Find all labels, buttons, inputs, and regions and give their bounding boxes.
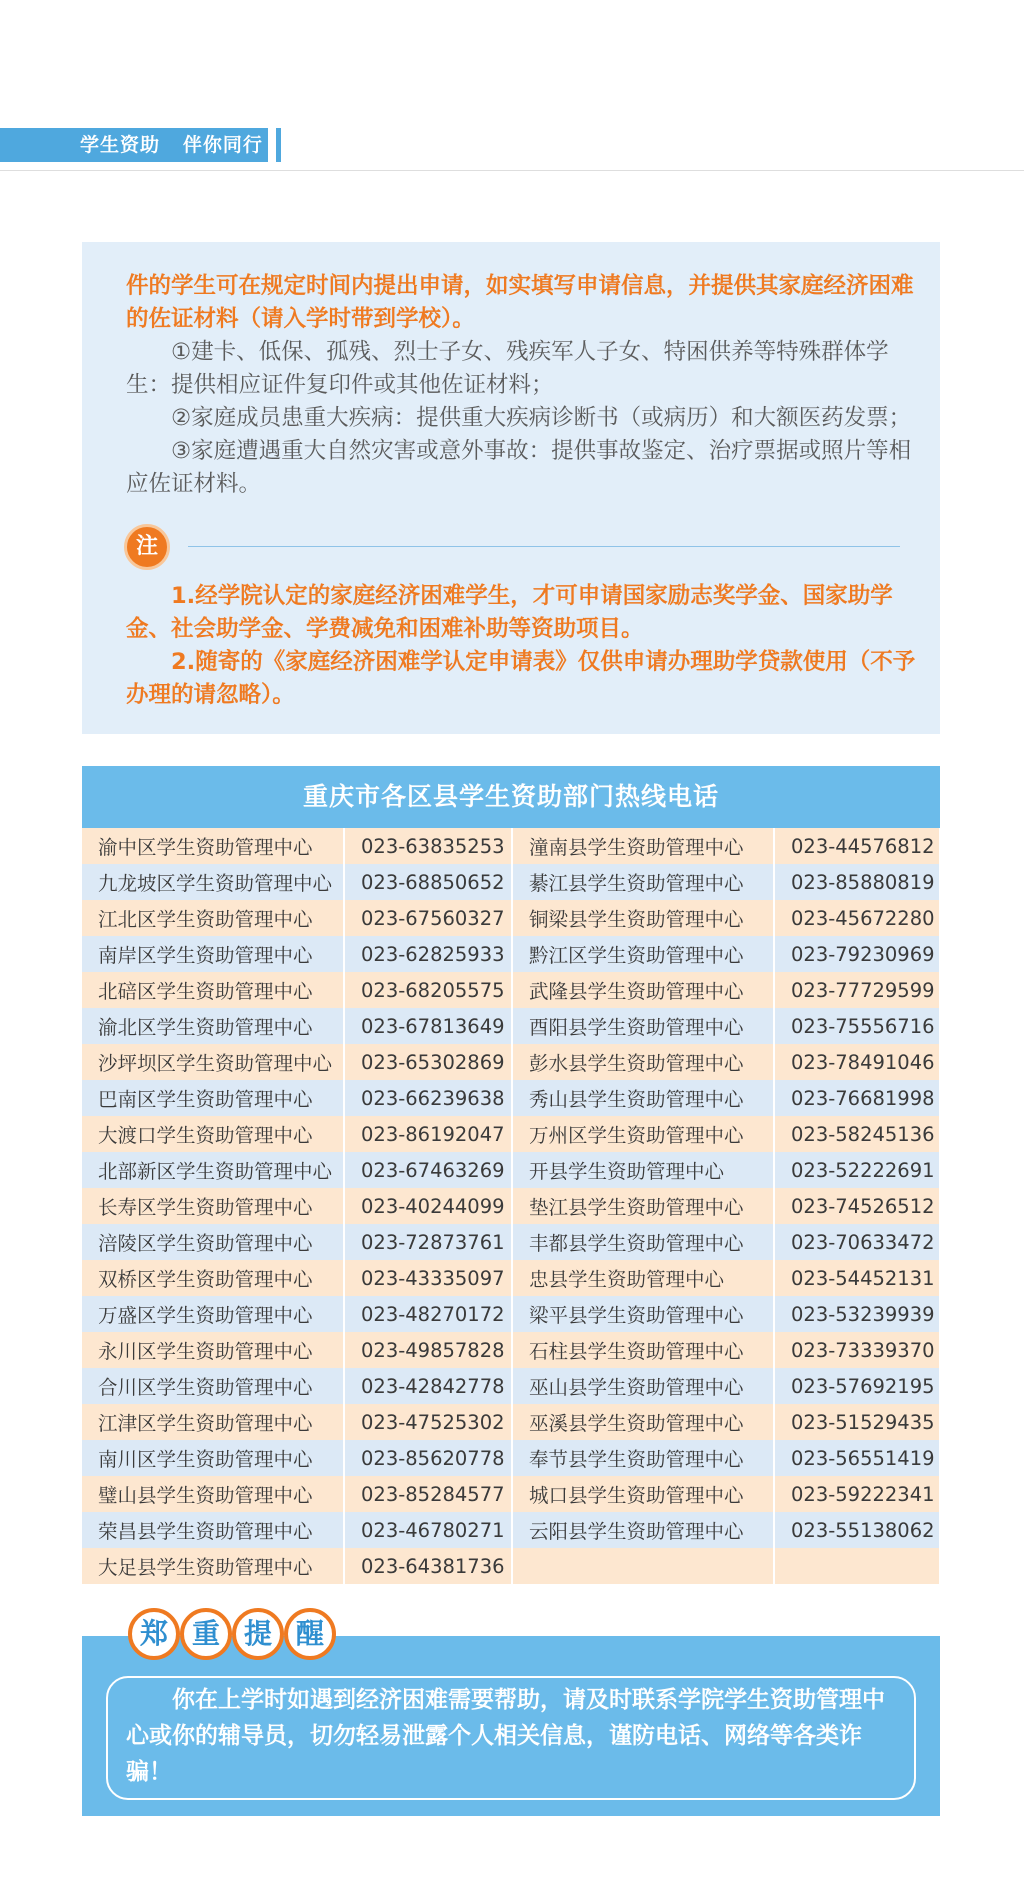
hotline-phone-number: 023-52222691 (774, 1152, 940, 1188)
hotline-office-name: 九龙坡区学生资助管理中心 (82, 864, 344, 900)
hotline-office-name: 巫山县学生资助管理中心 (512, 1368, 774, 1404)
hotline-phone-number: 023-72873761 (344, 1224, 512, 1260)
hotline-office-name: 铜梁县学生资助管理中心 (512, 900, 774, 936)
header-title: 学生资助 伴你同行 (80, 134, 263, 156)
hotline-row (82, 1188, 940, 1224)
hotline-office-name: 綦江县学生资助管理中心 (512, 864, 774, 900)
hotline-office-name (512, 1548, 774, 1584)
hotline-row (82, 1368, 940, 1404)
hotline-phone-number: 023-66239638 (344, 1080, 512, 1116)
note-badge: 注 (124, 524, 170, 570)
info-item-disaster: ③家庭遭遇重大自然灾害或意外事故：提供事故鉴定、治疗票据或照片等相应佐证材料。 (126, 438, 912, 497)
hotline-office-name: 巴南区学生资助管理中心 (82, 1080, 344, 1116)
hotline-office-name: 江津区学生资助管理中心 (82, 1404, 344, 1440)
hotline-office-name: 忠县学生资助管理中心 (512, 1260, 774, 1296)
hotline-phone-number: 023-86192047 (344, 1116, 512, 1152)
hotline-phone-number: 023-67463269 (344, 1152, 512, 1188)
hotline-row (82, 1332, 940, 1368)
hotline-office-name: 荣昌县学生资助管理中心 (82, 1512, 344, 1548)
hotline-office-name: 梁平县学生资助管理中心 (512, 1296, 774, 1332)
hotline-table (82, 828, 941, 1584)
hotline-row (82, 828, 940, 864)
hotline-phone-number: 023-63835253 (344, 828, 512, 864)
hotline-office-name: 北碚区学生资助管理中心 (82, 972, 344, 1008)
info-item-illness: ②家庭成员患重大疾病：提供重大疾病诊断书（或病历）和大额医药发票； (171, 405, 912, 431)
hotline-office-name: 巫溪县学生资助管理中心 (512, 1404, 774, 1440)
hotline-phone-number: 023-85880819 (774, 864, 940, 900)
hotline-row (82, 1008, 940, 1044)
hotline-phone-number: 023-58245136 (774, 1116, 940, 1152)
hotline-office-name: 渝中区学生资助管理中心 (82, 828, 344, 864)
hotline-office-name: 石柱县学生资助管理中心 (512, 1332, 774, 1368)
hotline-phone-number: 023-85284577 (344, 1476, 512, 1512)
hotline-office-name: 长寿区学生资助管理中心 (82, 1188, 344, 1224)
hotline-row (82, 1512, 940, 1548)
hotline-office-name: 渝北区学生资助管理中心 (82, 1008, 344, 1044)
hotline-phone-number: 023-53239939 (774, 1296, 940, 1332)
hotline-phone-number: 023-67813649 (344, 1008, 512, 1044)
hotline-office-name: 开县学生资助管理中心 (512, 1152, 774, 1188)
reminder-heading-char: 提 (232, 1608, 284, 1660)
hotline-row (82, 1296, 940, 1332)
hotline-row (82, 972, 940, 1008)
hotline-row (82, 1404, 940, 1440)
hotline-phone-number: 023-51529435 (774, 1404, 940, 1440)
hotline-office-name: 黔江区学生资助管理中心 (512, 936, 774, 972)
info-box (82, 242, 940, 734)
hotline-row (82, 1224, 940, 1260)
hotline-office-name: 北部新区学生资助管理中心 (82, 1152, 344, 1188)
hotline-phone-number: 023-78491046 (774, 1044, 940, 1080)
header-accent-bar (276, 128, 281, 162)
hotline-office-name: 秀山县学生资助管理中心 (512, 1080, 774, 1116)
hotline-office-name: 云阳县学生资助管理中心 (512, 1512, 774, 1548)
hotline-phone-number: 023-45672280 (774, 900, 940, 936)
hotline-office-name: 南岸区学生资助管理中心 (82, 936, 344, 972)
hotline-phone-number: 023-42842778 (344, 1368, 512, 1404)
hotline-phone-number: 023-75556716 (774, 1008, 940, 1044)
hotline-phone-number: 023-74526512 (774, 1188, 940, 1224)
hotline-row (82, 1476, 940, 1512)
hotline-phone-number: 023-73339370 (774, 1332, 940, 1368)
hotline-office-name: 南川区学生资助管理中心 (82, 1440, 344, 1476)
hotline-office-name: 万盛区学生资助管理中心 (82, 1296, 344, 1332)
hotline-office-name: 双桥区学生资助管理中心 (82, 1260, 344, 1296)
hotline-phone-number: 023-79230969 (774, 936, 940, 972)
hotline-phone-number: 023-44576812 (774, 828, 940, 864)
hotline-phone-number: 023-67560327 (344, 900, 512, 936)
hotline-office-name: 大渡口学生资助管理中心 (82, 1116, 344, 1152)
hotline-phone-number: 023-68850652 (344, 864, 512, 900)
header-divider (0, 170, 1024, 171)
hotline-row (82, 864, 940, 900)
info-item-special-groups: ①建卡、低保、孤残、烈士子女、残疾军人子女、特困供养等特殊群体学生：提供相应证件复印件或其他佐证材料； (126, 339, 889, 398)
hotline-phone-number: 023-40244099 (344, 1188, 512, 1224)
hotline-row (82, 1440, 940, 1476)
hotline-row (82, 1260, 940, 1296)
hotline-phone-number: 023-47525302 (344, 1404, 512, 1440)
hotline-phone-number: 023-48270172 (344, 1296, 512, 1332)
hotline-phone-number (774, 1548, 940, 1584)
hotline-phone-number: 023-59222341 (774, 1476, 940, 1512)
hotline-row (82, 1080, 940, 1116)
hotline-office-name: 彭水县学生资助管理中心 (512, 1044, 774, 1080)
hotline-phone-number: 023-64381736 (344, 1548, 512, 1584)
reminder-text: 你在上学时如遇到经济困难需要帮助，请及时联系学院学生资助管理中心或你的辅导员，切勿轻易泄露个人相关信息，谨防电话、网络等各类诈骗！ (126, 1687, 885, 1785)
hotline-phone-number: 023-54452131 (774, 1260, 940, 1296)
hotline-row (82, 1116, 940, 1152)
hotline-phone-number: 023-70633472 (774, 1224, 940, 1260)
hotline-office-name: 合川区学生资助管理中心 (82, 1368, 344, 1404)
hotline-office-name: 武隆县学生资助管理中心 (512, 972, 774, 1008)
hotline-office-name: 潼南县学生资助管理中心 (512, 828, 774, 864)
hotline-row (82, 1044, 940, 1080)
hotline-office-name: 垫江县学生资助管理中心 (512, 1188, 774, 1224)
hotline-office-name: 江北区学生资助管理中心 (82, 900, 344, 936)
hotline-office-name: 酉阳县学生资助管理中心 (512, 1008, 774, 1044)
hotline-phone-number: 023-49857828 (344, 1332, 512, 1368)
hotline-phone-number: 023-57692195 (774, 1368, 940, 1404)
hotline-row (82, 900, 940, 936)
hotline-phone-number: 023-65302869 (344, 1044, 512, 1080)
hotline-office-name: 永川区学生资助管理中心 (82, 1332, 344, 1368)
hotline-office-name: 万州区学生资助管理中心 (512, 1116, 774, 1152)
hotline-phone-number: 023-68205575 (344, 972, 512, 1008)
note-divider (188, 546, 900, 547)
note-item-2: 2.随寄的《家庭经济困难学认定申请表》仅供申请办理助学贷款使用（不予办理的请忽略）。 (126, 649, 916, 708)
reminder-heading-char: 郑 (128, 1608, 180, 1660)
reminder-heading-char: 醒 (284, 1608, 336, 1660)
hotline-office-name: 大足县学生资助管理中心 (82, 1548, 344, 1584)
hotline-phone-number: 023-77729599 (774, 972, 940, 1008)
hotline-office-name: 城口县学生资助管理中心 (512, 1476, 774, 1512)
hotline-row (82, 1152, 940, 1188)
hotline-table-title: 重庆市各区县学生资助部门热线电话 (82, 766, 940, 828)
hotline-phone-number: 023-55138062 (774, 1512, 940, 1548)
hotline-phone-number: 023-46780271 (344, 1512, 512, 1548)
reminder-heading-char: 重 (180, 1608, 232, 1660)
hotline-office-name: 涪陵区学生资助管理中心 (82, 1224, 344, 1260)
hotline-office-name: 璧山县学生资助管理中心 (82, 1476, 344, 1512)
hotline-phone-number: 023-43335097 (344, 1260, 512, 1296)
info-paragraph-intro: 件的学生可在规定时间内提出申请，如实填写申请信息，并提供其家庭经济困难的佐证材料（请入学时带到学校）。 (126, 273, 914, 332)
hotline-row (82, 936, 940, 972)
hotline-row (82, 1548, 940, 1584)
hotline-office-name: 奉节县学生资助管理中心 (512, 1440, 774, 1476)
hotline-office-name: 丰都县学生资助管理中心 (512, 1224, 774, 1260)
hotline-phone-number: 023-56551419 (774, 1440, 940, 1476)
hotline-phone-number: 023-62825933 (344, 936, 512, 972)
hotline-phone-number: 023-85620778 (344, 1440, 512, 1476)
hotline-office-name: 沙坪坝区学生资助管理中心 (82, 1044, 344, 1080)
hotline-phone-number: 023-76681998 (774, 1080, 940, 1116)
note-item-1: 1.经学院认定的家庭经济困难学生，才可申请国家励志奖学金、国家助学金、社会助学金、学费减免和困难补助等资助项目。 (126, 583, 893, 642)
